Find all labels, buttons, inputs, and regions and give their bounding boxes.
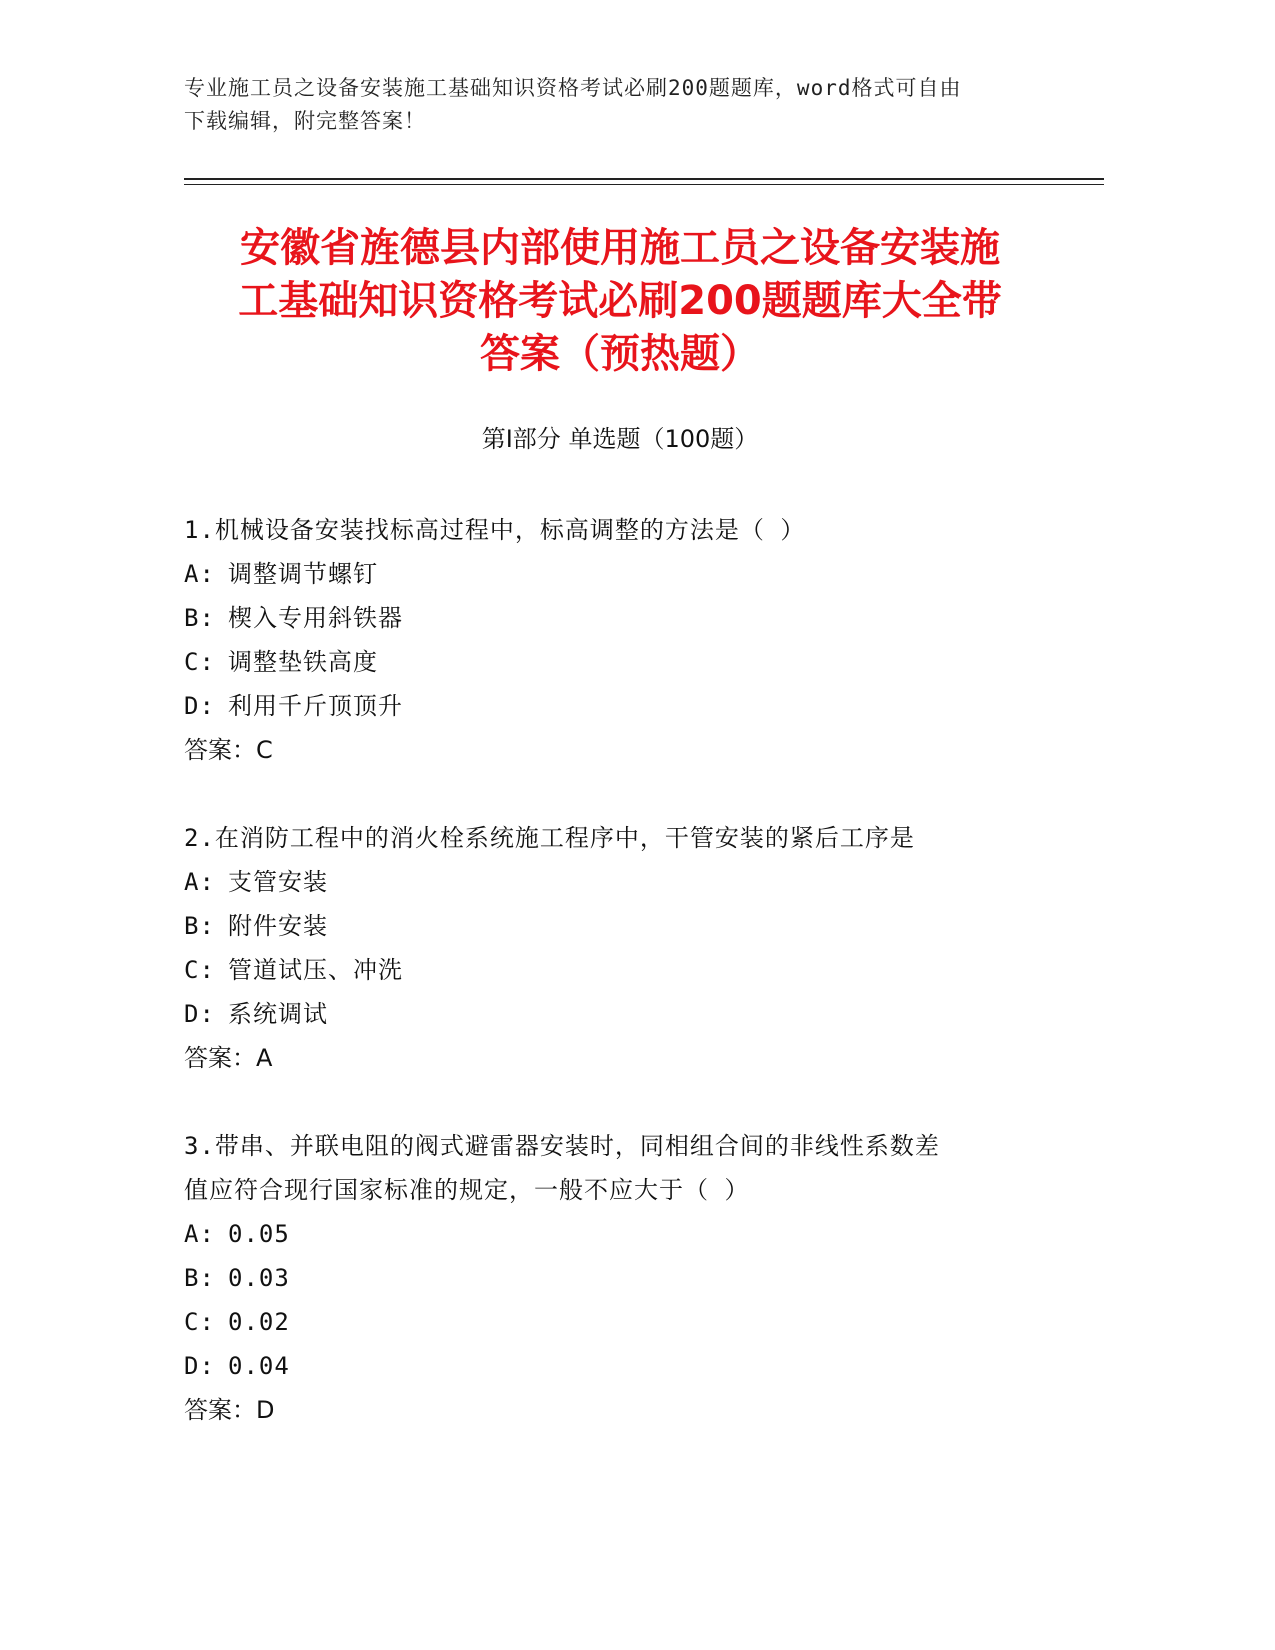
option-key: D:	[184, 1000, 215, 1028]
header-divider-thick	[184, 178, 1104, 180]
option-text: 附件安装	[228, 912, 328, 940]
option-text: 管道试压、冲洗	[228, 956, 403, 984]
document-title	[180, 222, 1060, 381]
question-2-option-c	[184, 948, 1064, 992]
question-2	[184, 816, 1064, 1080]
option-text: 楔入专用斜铁器	[228, 604, 403, 632]
option-key: C:	[184, 648, 215, 676]
header-note	[184, 72, 1084, 138]
option-text: 调整垫铁高度	[228, 648, 378, 676]
question-2-option-d	[184, 992, 1064, 1036]
question-3	[184, 1124, 1064, 1432]
option-text: 0.03	[228, 1264, 290, 1292]
option-key: B:	[184, 1264, 215, 1292]
question-1-option-c	[184, 640, 1064, 684]
option-key: C:	[184, 1308, 215, 1336]
question-1-stem: 1.机械设备安装找标高过程中，标高调整的方法是（ ）	[184, 516, 806, 544]
option-key: D:	[184, 1352, 215, 1380]
question-3-stem-line-2: 值应符合现行国家标准的规定，一般不应大于（ ）	[184, 1176, 750, 1204]
question-1-option-d	[184, 684, 1064, 728]
option-key: A:	[184, 560, 215, 588]
question-spacer	[184, 772, 1064, 816]
option-text: 0.04	[228, 1352, 290, 1380]
option-key: B:	[184, 604, 215, 632]
section-heading: 第Ⅰ部分 单选题（100题）	[481, 425, 759, 453]
option-text: 系统调试	[228, 1000, 328, 1028]
question-3-option-c	[184, 1300, 1064, 1344]
header-note-line-2: 下载编辑，附完整答案！	[184, 109, 426, 133]
question-spacer	[184, 1080, 1064, 1124]
option-text: 调整调节螺钉	[228, 560, 378, 588]
question-3-option-d	[184, 1344, 1064, 1388]
option-key: C:	[184, 956, 215, 984]
option-text: 0.02	[228, 1308, 290, 1336]
header-divider-thin	[184, 184, 1104, 185]
question-2-answer: 答案：A	[184, 1044, 273, 1072]
question-2-option-b	[184, 904, 1064, 948]
question-list	[184, 508, 1064, 1432]
question-1-answer: 答案：C	[184, 736, 273, 764]
question-2-option-a	[184, 860, 1064, 904]
question-3-stem-line-1: 3.带串、并联电阻的阀式避雷器安装时，同相组合间的非线性系数差	[184, 1132, 940, 1160]
question-3-option-b	[184, 1256, 1064, 1300]
option-text: 0.05	[228, 1220, 290, 1248]
document-title-line-3: 答案（预热题）	[480, 331, 760, 377]
option-key: B:	[184, 912, 215, 940]
question-3-option-a	[184, 1212, 1064, 1256]
option-key: D:	[184, 692, 215, 720]
document-title-line-2: 工基础知识资格考试必刷200题题库大全带	[238, 278, 1002, 324]
question-1-option-b	[184, 596, 1064, 640]
question-1	[184, 508, 1064, 772]
question-1-option-a	[184, 552, 1064, 596]
header-note-line-1: 专业施工员之设备安装施工基础知识资格考试必刷200题题库，word格式可自由	[184, 76, 962, 100]
option-text: 利用千斤顶顶升	[228, 692, 403, 720]
option-text: 支管安装	[228, 868, 328, 896]
question-3-answer: 答案：D	[184, 1396, 275, 1424]
document-title-line-1: 安徽省旌德县内部使用施工员之设备安装施	[240, 225, 1000, 271]
question-2-stem: 2.在消防工程中的消火栓系统施工程序中，干管安装的紧后工序是	[184, 824, 915, 852]
option-key: A:	[184, 868, 215, 896]
option-key: A:	[184, 1220, 215, 1248]
